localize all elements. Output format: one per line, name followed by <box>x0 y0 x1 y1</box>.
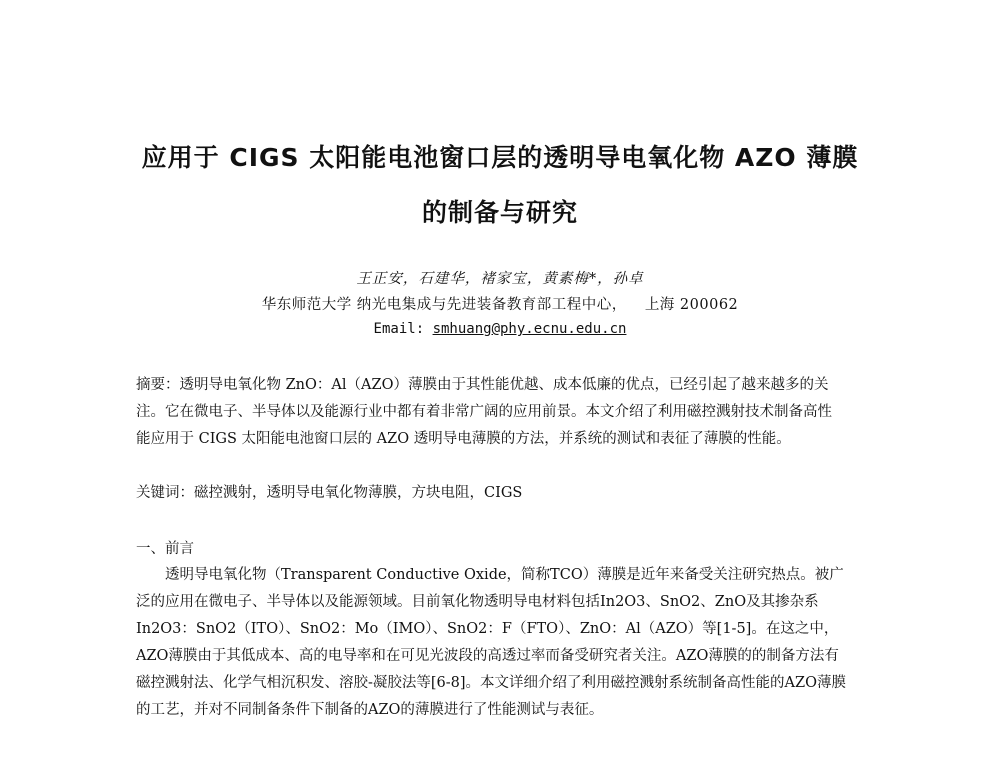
affiliation-city: 上海 200062 <box>644 297 739 313</box>
email-label: Email: <box>373 321 425 337</box>
affiliation-organization: 华东师范大学 纳光电集成与先进装备教育部工程中心， <box>261 297 627 313</box>
abstract: 摘要：透明导电氧化物 ZnO：Al（AZO）薄膜由于其性能优越、成本低廉的优点，已经引起了越来越多的关注。它在微电子、半导体以及能源行业中都有着非常广阔的应用前景。本文介绍了利用磁控溅射技术制备高性能应用于 CIGS 太阳能电池窗口层的 AZO 透明导电薄膜的方法，并系统的测试和表征了薄膜的性能。 <box>136 377 832 447</box>
contact-email <box>60 321 940 337</box>
affiliation <box>60 293 940 314</box>
keywords: 关键词：磁控溅射，透明导电氧化物薄膜，方块电阻，CIGS <box>136 485 523 501</box>
paper-title-line2: 的制备与研究 <box>421 198 578 227</box>
paper-title-line1: 应用于 CIGS 太阳能电池窗口层的透明导电氧化物 AZO 薄膜 <box>141 143 859 172</box>
section-heading-introduction: 一、前言 <box>136 541 194 557</box>
author-list: 王正安，石建华，褚家宝，黄素梅*，孙卓 <box>356 271 644 287</box>
email-link[interactable]: smhuang@phy.ecnu.edu.cn <box>432 321 627 337</box>
section-body-introduction: 透明导电氧化物（Transparent Conductive Oxide，简称TCO）薄膜是近年来备受关注研究热点。被广泛的应用在微电子、半导体以及能源领域。目前氧化物透明导电材料包括In2O3、SnO2、ZnO及其掺杂系In2O3：SnO2（ITO）、SnO2：Mo（IMO）、SnO2：F（FTO）、ZnO：Al（AZO）等[1-5]。在这之中，AZO薄膜由于其低成本、高的电导率和在可见光波段的高透过率而备受研究者关注。AZO薄膜的的制备方法有磁控溅射法、化学气相沉积发、溶胶-凝胶法等[6-8]。本文详细介绍了利用磁控溅射系统制备高性能的AZO薄膜的工艺，并对不同制备条件下制备的AZO的薄膜进行了性能测试与表征。 <box>136 567 846 718</box>
